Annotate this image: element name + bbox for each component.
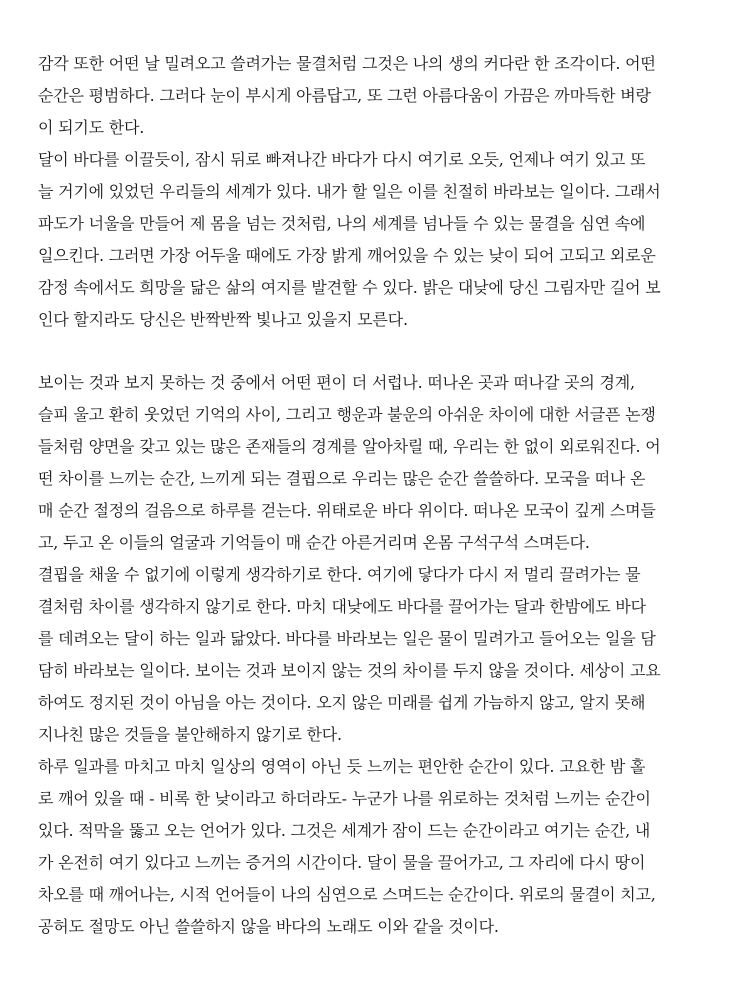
text-line: 로 깨어 있을 때 - 비록 한 낮이라고 하더라도- 누군가 나를 위로하는 것처럼 느끼는 순간이: [38, 789, 651, 808]
text-line: 하여도 정지된 것이 아님을 아는 것이다. 오지 않은 미래를 쉽게 가늠하지 않고, 알지 못해: [38, 693, 646, 712]
text-line: 떤 차이를 느끼는 순간, 느끼게 되는 결핍으로 우리는 많은 순간 쓸쓸하다. 모국을 떠나 온: [38, 469, 646, 488]
text-line: 늘 거기에 있었던 우리들의 세계가 있다. 내가 할 일은 이를 친절히 바라보는 일이다. 그래서: [38, 182, 661, 201]
text-line: 보이는 것과 보지 못하는 것 중에서 어떤 편이 더 서럽나. 떠나온 곳과 떠나갈 곳의 경계,: [38, 373, 635, 392]
text-line: 슬피 울고 환히 웃었던 기억의 사이, 그리고 행운과 불운의 아쉬운 차이에 대한 서글픈 논쟁: [38, 405, 656, 424]
text-line: 순간은 평범하다. 그러다 눈이 부시게 아름답고, 또 그런 아름다움이 가끔은 까마득한 벼랑: [38, 86, 651, 105]
text-line: 담히 바라보는 일이다. 보이는 것과 보이지 않는 것의 차이를 두지 않을 것이다. 세상이 고요: [38, 661, 661, 680]
section-1: [38, 48, 703, 336]
text-line: 매 순간 절정의 걸음으로 하루를 걷는다. 위태로운 바다 위이다. 떠나온 모국이 깊게 스며들: [38, 501, 656, 520]
text-line: 가 온전히 여기 있다고 느끼는 증거의 시간이다. 달이 물을 끌어가고, 그 자리에 다시 땅이: [38, 853, 646, 872]
text-line: 있다. 적막을 뚫고 오는 언어가 있다. 그것은 세계가 잠이 드는 순간이라고 여기는 순간, 내: [38, 821, 651, 840]
document-page: [38, 48, 703, 943]
section-2: [38, 367, 703, 943]
text-line: 차오를 때 깨어나는, 시적 언어들이 나의 심연으로 스며드는 순간이다. 위로의 물결이 치고,: [38, 885, 656, 904]
text-line: 달이 바다를 이끌듯이, 잠시 뒤로 빠져나간 바다가 다시 여기로 오듯, 언제나 여기 있고 또: [38, 150, 646, 169]
text-line: 감정 속에서도 희망을 닮은 삶의 여지를 발견할 수 있다. 밝은 대낮에 당신 그림자만 길어 보: [38, 278, 661, 297]
text-line: 파도가 너울을 만들어 제 몸을 넘는 것처럼, 나의 세계를 넘나들 수 있는 물결을 심연 속에: [38, 214, 646, 233]
text-line: 공허도 절망도 아닌 쓸쓸하지 않을 바다의 노래도 이와 같을 것이다.: [38, 917, 499, 936]
text-line: 하루 일과를 마치고 마치 일상의 영역이 아닌 듯 느끼는 편안한 순간이 있다. 고요한 밤 홀: [38, 757, 646, 776]
section-gap: [38, 336, 703, 367]
text-line: 결처럼 차이를 생각하지 않기로 한다. 마치 대낮에도 바다를 끌어가는 달과 한밤에도 바다: [38, 597, 646, 616]
text-line: 이 되기도 한다.: [38, 118, 145, 137]
text-line: 를 데려오는 달이 하는 일과 닮았다. 바다를 바라보는 일은 물이 밀려가고 들어오는 일을 담: [38, 629, 656, 648]
text-line: 감각 또한 어떤 날 밀려오고 쓸려가는 물결처럼 그것은 나의 생의 커다란 한 조각이다. 어떤: [38, 54, 656, 73]
text-line: 인다 할지라도 당신은 반짝반짝 빛나고 있을지 모른다.: [38, 310, 408, 329]
text-line: 들처럼 양면을 갖고 있는 많은 존재들의 경계를 알아차릴 때, 우리는 한 없이 외로워진다. 어: [38, 437, 661, 456]
text-line: 결핍을 채울 수 없기에 이렇게 생각하기로 한다. 여기에 닿다가 다시 저 멀리 끌려가는 물: [38, 565, 641, 584]
text-line: 지나친 많은 것들을 불안해하지 않기로 한다.: [38, 725, 342, 744]
text-line: 일으킨다. 그러면 가장 어두울 때에도 가장 밝게 깨어있을 수 있는 낮이 되어 고되고 외로운: [38, 246, 656, 265]
text-line: 고, 두고 온 이들의 얼굴과 기억들이 매 순간 아른거리며 온몸 구석구석 스며든다.: [38, 533, 590, 552]
